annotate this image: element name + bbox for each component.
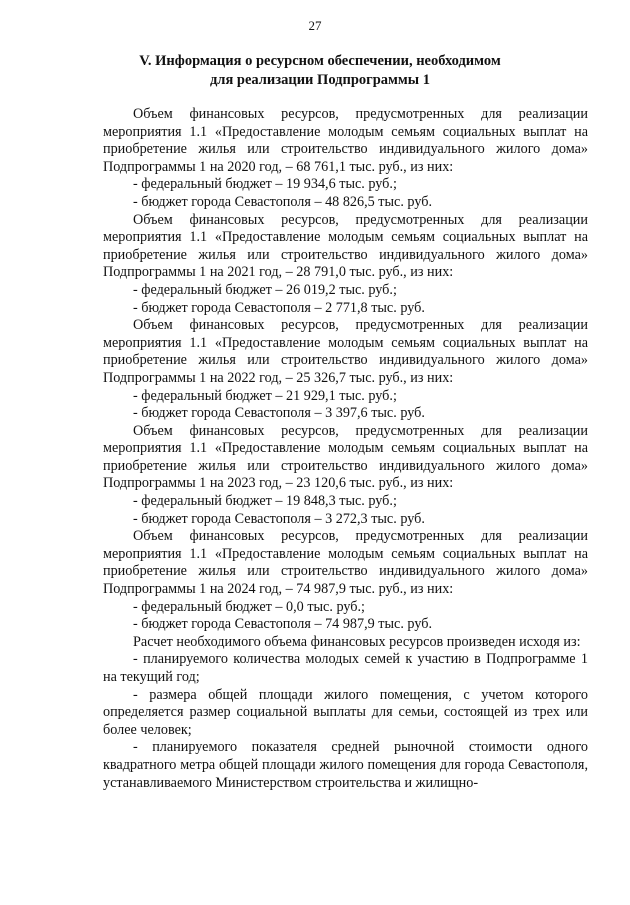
calc-item: - планируемого количества молодых семей к участию в Подпрограмме 1 на текущий год; (103, 651, 588, 685)
funding-block-2022 (103, 317, 588, 423)
city-budget-item: - бюджет города Севастополя – 74 987,9 тыс. руб. (133, 616, 432, 633)
funding-paragraph: Объем финансовых ресурсов, предусмотренных для реализации мероприятия 1.1 «Предоставление молодым семьям социальных выплат на приобретение жилья или строительство индивидуального жилого дома» Подпрограммы 1 на 2021 год, – 28 791,0 тыс. руб., из них: (103, 211, 588, 281)
city-budget-item: - бюджет города Севастополя – 3 272,3 тыс. руб. (133, 510, 425, 527)
funding-block-2024 (103, 528, 588, 634)
calc-intro: Расчет необходимого объема финансовых ресурсов произведен исходя из: (133, 633, 581, 650)
funding-paragraph: Объем финансовых ресурсов, предусмотренных для реализации мероприятия 1.1 «Предоставление молодым семьям социальных выплат на приобретение жилья или строительство индивидуального жилого дома» Подпрограммы 1 на 2020 год, – 68 761,1 тыс. руб., из них: (103, 106, 588, 175)
federal-budget-item: - федеральный бюджет – 0,0 тыс. руб.; (133, 598, 365, 615)
section-title-line-1: V. Информация о ресурсном обеспечении, необходимом (139, 53, 501, 69)
document-body (103, 106, 588, 792)
funding-paragraph: Объем финансовых ресурсов, предусмотренных для реализации мероприятия 1.1 «Предоставление молодым семьям социальных выплат на приобретение жилья или строительство индивидуального жилого дома» Подпрограммы 1 на 2024 год, – 74 987,9 тыс. руб., из них: (103, 528, 588, 598)
calc-item: - планируемого показателя средней рыночной стоимости одного квадратного метра общей площади жилого помещения для города Севастополя, устанавливаемого Министерством строительства и жилищно- (103, 739, 588, 791)
calc-item: - размера общей площади жилого помещения, с учетом которого определяется размер социальной выплаты для семьи, состоящей из трех или более человек; (103, 686, 588, 738)
city-budget-item: - бюджет города Севастополя – 3 397,6 тыс. руб. (133, 405, 425, 422)
funding-paragraph: Объем финансовых ресурсов, предусмотренных для реализации мероприятия 1.1 «Предоставление молодым семьям социальных выплат на приобретение жилья или строительство индивидуального жилого дома» Подпрограммы 1 на 2022 год, – 25 326,7 тыс. руб., из них: (103, 317, 588, 386)
funding-block-2023 (103, 423, 588, 529)
funding-paragraph: Объем финансовых ресурсов, предусмотренных для реализации мероприятия 1.1 «Предоставление молодым семьям социальных выплат на приобретение жилья или строительство индивидуального жилого дома» Подпрограммы 1 на 2023 год, – 23 120,6 тыс. руб., из них: (103, 422, 588, 492)
federal-budget-item: - федеральный бюджет – 19 848,3 тыс. руб.; (133, 493, 397, 510)
section-title (100, 52, 540, 90)
section-title-line-2: для реализации Подпрограммы 1 (209, 72, 431, 88)
funding-block-2020 (103, 106, 588, 212)
city-budget-item: - бюджет города Севастополя – 48 826,5 тыс. руб. (133, 193, 432, 210)
city-budget-item: - бюджет города Севастополя – 2 771,8 тыс. руб. (133, 299, 425, 316)
federal-budget-item: - федеральный бюджет – 19 934,6 тыс. руб.; (133, 176, 397, 193)
funding-block-2021 (103, 212, 588, 318)
federal-budget-item: - федеральный бюджет – 21 929,1 тыс. руб.; (133, 387, 397, 404)
federal-budget-item: - федеральный бюджет – 26 019,2 тыс. руб.; (133, 281, 397, 298)
page-number: 27 (308, 18, 322, 33)
